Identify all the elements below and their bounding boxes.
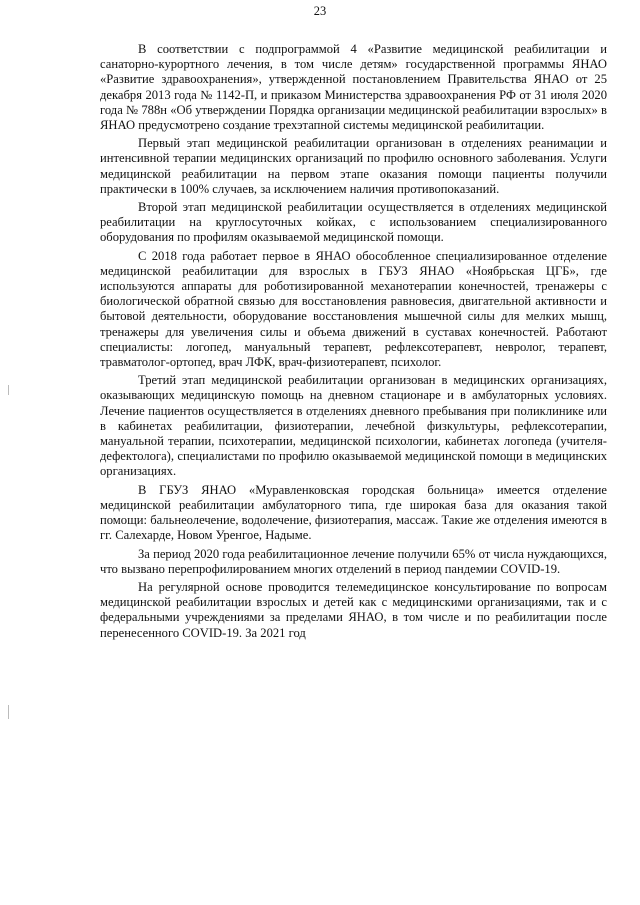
paragraph: Второй этап медицинской реабилитации осуществляется в отделениях медицинской реабилитации на круглосуточных койках, с использованием специализированного оборудования по профилям оказываемой медицинской помощи.	[100, 200, 607, 245]
paragraph: В соответствии с подпрограммой 4 «Развитие медицинской реабилитации и санаторно-курортного лечения, в том числе детям» государственной программы ЯНАО «Развитие здравоохранения», утвержденной постановлением Правительства ЯНАО от 25 декабря 2013 года № 1142-П, и приказом Министерства здравоохранения РФ от 31 июля 2020 года № 788н «Об утверждении Порядка организации медицинской реабилитации взрослых» в ЯНАО предусмотрено создание трехэтапной системы медицинской реабилитации.	[100, 42, 607, 133]
page-number: 23	[313, 4, 327, 18]
paragraph: Третий этап медицинской реабилитации организован в медицинских организациях, оказывающих медицинскую помощь на дневном стационаре и в амбулаторных условиях. Лечение пациентов осуществляется в отделениях дневного пребывания при поликлинике или в кабинетах реабилитации, физиотерапии, лечебной физкультуры, рефлексотерапии, мануальной терапии, психотерапии, медицинской психологии, кабинетах логопеда (учителя-дефектолога), специалистами по профилю оказываемой медицинской помощи в медицинских организациях.	[100, 373, 607, 479]
document-body	[100, 42, 607, 644]
paragraph: За период 2020 года реабилитационное лечение получили 65% от числа нуждающихся, что вызвано перепрофилированием многих отделений в период пандемии COVID-19.	[100, 546, 607, 576]
paragraph: Первый этап медицинской реабилитации организован в отделениях реанимации и интенсивной терапии медицинских организаций по профилю основного заболевания. Услуги медицинской реабилитации на первом этапе оказания помощи пациенты получили практически в 100% случаев, за исключением наличия противопоказаний.	[100, 136, 607, 196]
scan-edge-mark	[8, 705, 9, 719]
paragraph: С 2018 года работает первое в ЯНАО обособленное специализированное отделение медицинской реабилитации для взрослых в ГБУЗ ЯНАО «Ноябрьская ЦГБ», где используются аппараты для роботизированной механотерапии конечностей, тренажеры с биологической обратной связью для восстановления равновесия, двигательной активности и бытовой деятельности, оборудование восстановления мышечной силы для мелких мышц, тренажеры для увеличения силы и объема движений в суставах конечностей. Работают специалисты: логопед, мануальный терапевт, рефлексотерапевт, невролог, терапевт, травматолог-ортопед, врач ЛФК, врач-физиотерапевт, психолог.	[100, 248, 607, 370]
paragraph: На регулярной основе проводится телемедицинское консультирование по вопросам медицинской реабилитации взрослых и детей как с медицинскими организациями, так и с федеральными учреждениями за пределами ЯНАО, в том числе и по реабилитации после перенесенного COVID-19. За 2021 год	[100, 579, 607, 640]
paragraph: В ГБУЗ ЯНАО «Муравленковская городская больница» имеется отделение медицинской реабилитации амбулаторного типа, где широкая база для оказания такой помощи: бальнеолечение, водолечение, физиотерапия, массаж. Такие же отделения имеются в гг. Салехарде, Новом Уренгое, Надыме.	[100, 482, 607, 543]
scan-edge-mark	[8, 385, 9, 395]
